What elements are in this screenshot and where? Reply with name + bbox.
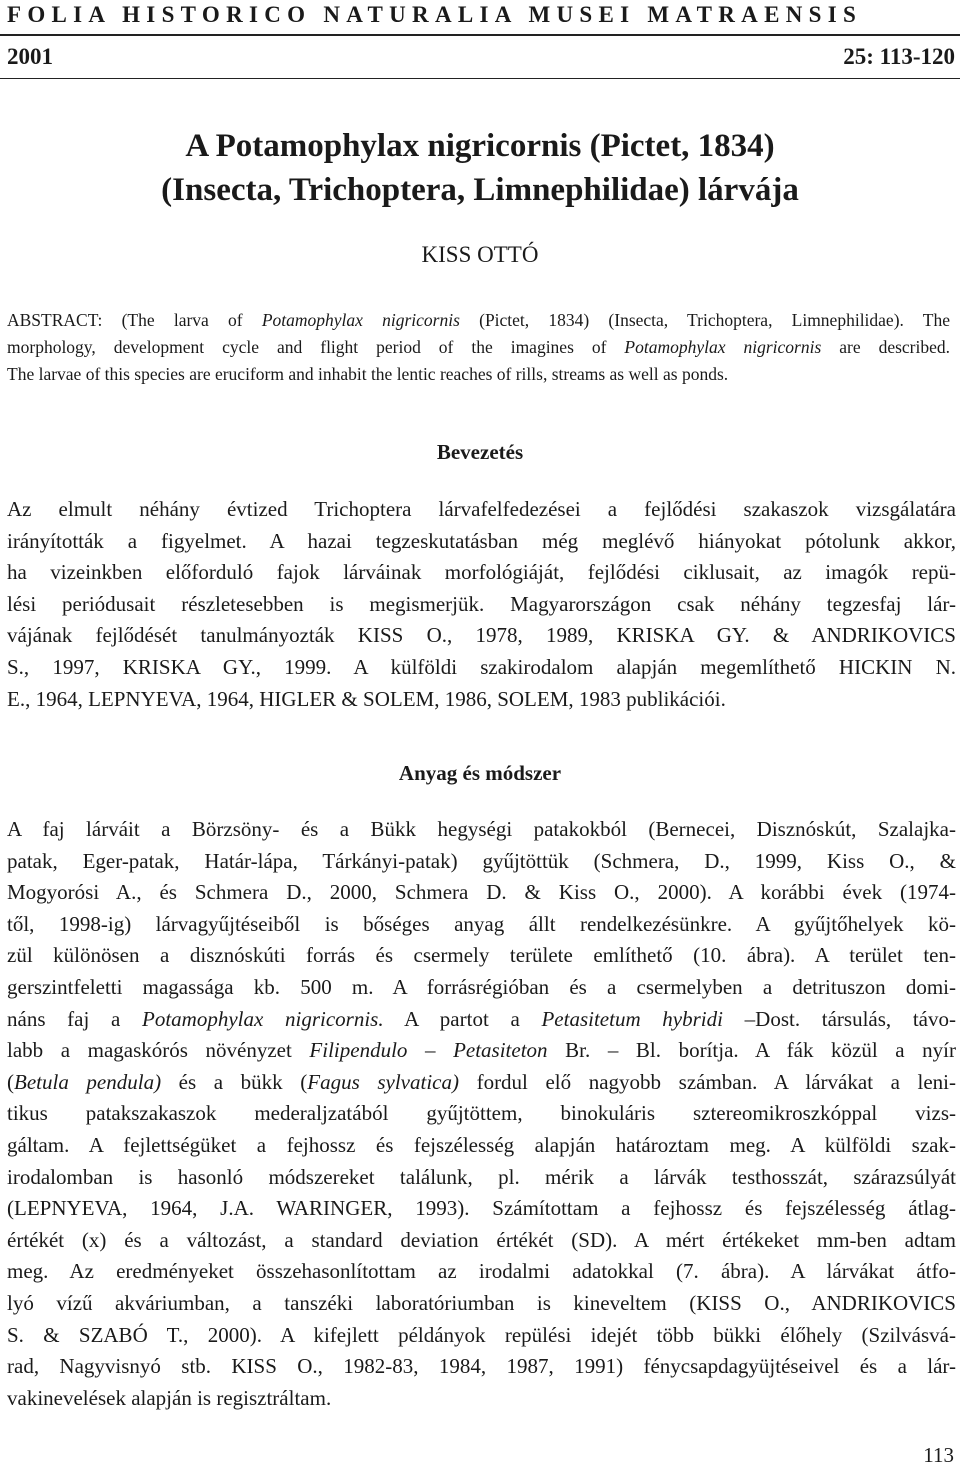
journal-title: FOLIA HISTORICO NATURALIA MUSEI MATRAENSIS [7, 2, 863, 27]
paragraph-line: ha vizeinkben előforduló fajok lárváinak morfológiáját, fejlődési ciklusait, az imagók repü- [7, 560, 956, 585]
paragraph-line: től, 1998-ig) lárvagyűjtéseiből is bőséges anyag állt rendelkezésünkre. A gyűjtőhelyek kö- [7, 911, 956, 936]
paragraph-line: Mogyorósi A., és Schmera D., 2000, Schmera D. & Kiss O., 2000). A korábbi évek (1974- [7, 880, 956, 905]
abstract-line: ABSTRACT: (The larva of Potamophylax nigricornis (Pictet, 1834) (Insecta, Trichoptera, Limnephilidae). The [7, 310, 950, 330]
paragraph-line: lési periódusait részletesebben is megismerjük. Magyarországon csak néhány tegzesfaj lár- [7, 591, 956, 616]
section-heading-bevezetes: Bevezetés [436, 440, 524, 464]
volume-pages: 25: 113-120 [843, 44, 955, 69]
paragraph-line: lyó vízű akváriumban, a tanszéki laboratóriumban is kineveltem (KISS O., ANDRIKOVICS [7, 1290, 956, 1315]
paragraph-line: vájának fejlődését tanulmányozták KISS O., 1978, 1989, KRISKA GY. & ANDRIKOVICS [7, 623, 956, 648]
paragraph-line: vakinevelések alapján is regisztráltam. [7, 1385, 332, 1410]
title-line: (Insecta, Trichoptera, Limnephilidae) lárvája [161, 172, 799, 208]
paragraph-line: E., 1964, LEPNYEVA, 1964, HIGLER & SOLEM, 1986, SOLEM, 1983 publikációi. [7, 686, 726, 711]
paragraph-line: irodalomban is hasonló módszereket találunk, pl. mérik a lárvák testhosszát, szárazsúlyát [7, 1164, 956, 1189]
author-name: KISS OTTÓ [421, 242, 539, 267]
paragraph-line: irányították a figyelmet. A hazai tegzeskutatásban még meglévő hiányokat pótolunk akkor, [7, 528, 956, 553]
section-body-anyag-es-modszer [7, 814, 956, 1414]
italic-term: Potamophylax nigricornis. [142, 1006, 384, 1031]
paragraph-line: patak, Eger-patak, Határ-lápa, Tárkányi-patak) gyűjtöttük (Schmera, D., 1999, Kiss O., & [7, 848, 956, 873]
article-title [0, 124, 960, 212]
abstract [7, 307, 950, 388]
paragraph-line: A faj lárváit a Börzsöny- és a Bükk hegységi patakokból (Bernecei, Disznóskút, Szalajka- [7, 817, 956, 841]
italic-term: Petasitetum hybridi [541, 1006, 723, 1031]
paragraph-line: labb a magaskórós növényzet Filipendulo – Petasiteton Br. – Bl. borítja. A fák közül a nyír [7, 1038, 957, 1063]
paragraph-line: értékét (x) és a változást, a standard deviation értékét (SD). A mért értékeket mm-ben adtam [7, 1227, 956, 1252]
paragraph-line: Az elmult néhány évtized Trichoptera lárvafelfedezései a fejlődési szakaszok vizsgálatára [7, 497, 956, 521]
italic-term: Fagus sylvatica) [307, 1069, 459, 1094]
page-number: 113 [923, 1443, 954, 1467]
paragraph-line: S. & SZABÓ T., 2000). A kifejlett példányok repülési idejét több bükki élőhely (Szilvásvá- [7, 1322, 956, 1347]
title-line: A Potamophylax nigricornis (Pictet, 1834) [185, 128, 775, 164]
paragraph-line: tikus patakszakaszok mederaljzatából gyűjtöttem, binokuláris sztereomikroszkóppal vizs- [7, 1101, 956, 1126]
italic-term: Betula pendula) [14, 1069, 162, 1094]
section-body-bevezetes [7, 494, 956, 715]
italic-term: Potamophylax nigricornis [624, 337, 822, 357]
paragraph-line: náns faj a Potamophylax nigricornis. A partot a Petasitetum hybridi –Dost. társulás, távo- [7, 1006, 956, 1031]
paragraph-line: (LEPNYEVA, 1964, J.A. WARINGER, 1993). Számítottam a fejhossz és fejszélesség átlag- [7, 1196, 956, 1221]
paragraph-line: S., 1997, KRISKA GY., 1999. A külföldi szakirodalom alapján megemlíthető HICKIN N. [7, 654, 956, 679]
section-heading-anyag-es-modszer: Anyag és módszer [398, 761, 562, 785]
paragraph-line: rad, Nagyvisnyó stb. KISS O., 1982-83, 1984, 1987, 1991) fénycsapdagyüjtéseivel és a lár- [7, 1354, 956, 1379]
paragraph-line: meg. Az eredményeket összehasonlítottam az irodalmi adatokkal (7. ábra). A lárvákat átfo- [7, 1259, 956, 1284]
header-rule [0, 34, 960, 36]
paragraph-line: (Betula pendula) és a bükk (Fagus sylvatica) fordul elő nagyobb számban. A lárvákat a leni- [7, 1069, 957, 1094]
paragraph-line: gáltam. A fejlettségüket a fejhossz és fejszélesség alapján határoztam meg. A külföldi szak- [7, 1132, 956, 1157]
italic-term: Filipendulo – Petasiteton [309, 1038, 548, 1063]
paragraph-line: gerszintfeletti magassága kb. 500 m. A forrásrégióban és a csermelyben a detrituszon domi- [7, 974, 956, 999]
abstract-line: The larvae of this species are eruciform and inhabit the lentic reaches of rills, streams as well as ponds. [7, 364, 729, 384]
italic-term: Potamophylax nigricornis [261, 310, 460, 330]
paragraph-line: zül különösen a disznóskúti forrás és csermely területe említhető (10. ábra). A terület ten- [7, 943, 956, 968]
publication-year: 2001 [7, 44, 53, 69]
header-rule-bottom [0, 78, 960, 79]
abstract-line: morphology, development cycle and flight period of the imagines of Potamophylax nigricornis are described. [7, 337, 950, 357]
